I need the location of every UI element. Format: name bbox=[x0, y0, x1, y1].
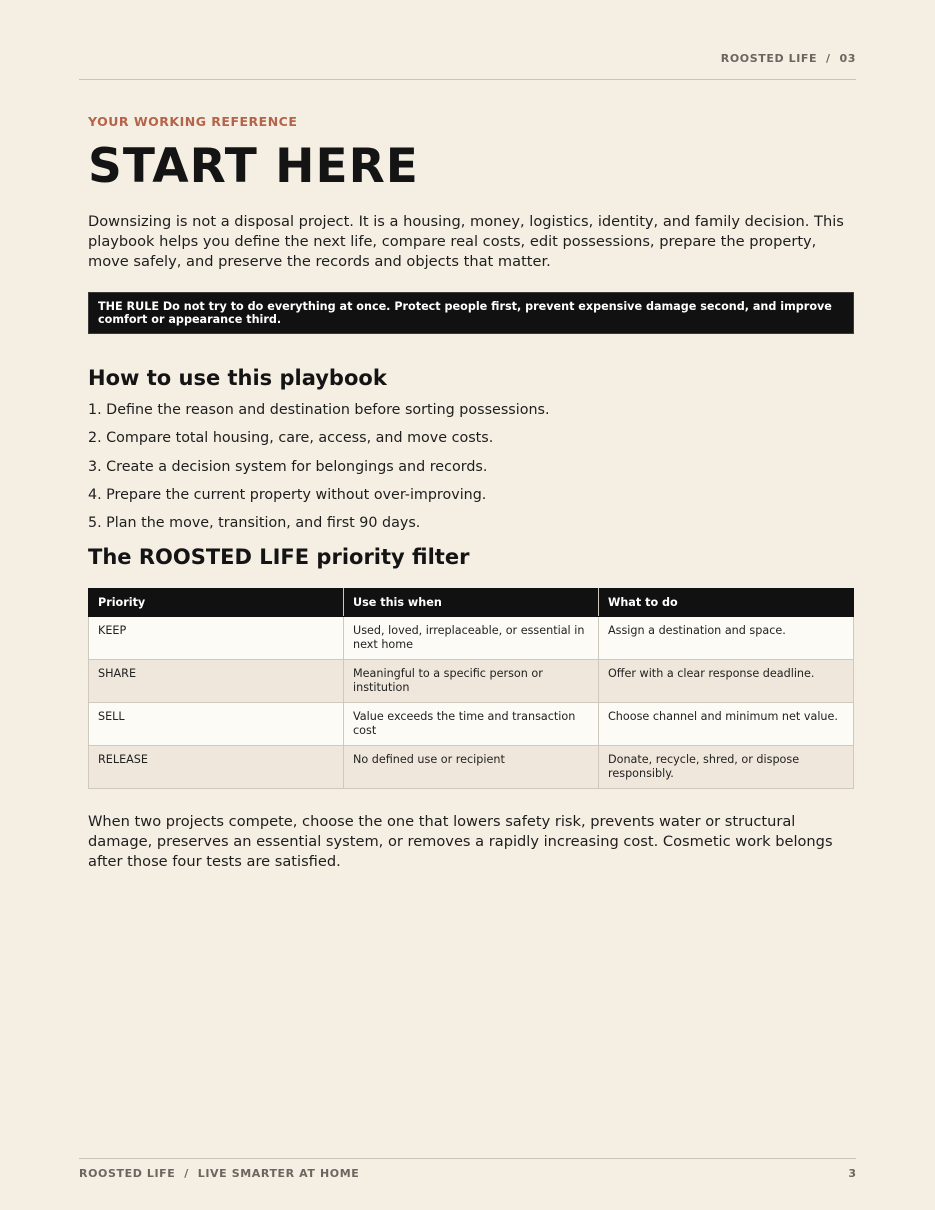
list-item: 1. Define the reason and destination before sorting possessions. bbox=[88, 402, 550, 418]
table-cell: Used, loved, irreplaceable, or essential in next home bbox=[344, 617, 599, 660]
page-title: START HERE bbox=[88, 139, 419, 194]
section-eyebrow: YOUR WORKING REFERENCE bbox=[88, 114, 298, 129]
table-cell: Offer with a clear response deadline. bbox=[599, 660, 854, 703]
page-number: 3 bbox=[848, 1167, 856, 1180]
table-cell: Value exceeds the time and transaction cost bbox=[344, 703, 599, 746]
list-item: 5. Plan the move, transition, and first 90 days. bbox=[88, 515, 421, 532]
header-divider bbox=[79, 79, 856, 80]
page-content bbox=[88, 114, 854, 872]
column-header-use-when: Use this when bbox=[344, 589, 599, 617]
priority-filter-table bbox=[88, 588, 854, 789]
closing-paragraph: When two projects compete, choose the one that lowers safety risk, prevents water or structural damage, preserves an essential system, or removes a rapidly increasing cost. Cosmetic work belongs after those four tests are satisfied. bbox=[88, 813, 833, 871]
rule-callout: THE RULE Do not try to do everything at once. Protect people first, prevent expensive damage second, and improve comfort or appearance third. bbox=[88, 292, 854, 334]
table-row bbox=[89, 703, 854, 746]
intro-paragraph: Downsizing is not a disposal project. It is a housing, money, logistics, identity, and family decision. This playbook helps you define the next life, compare real costs, edit possessions, prepare the property, move safely, and preserve the records and objects that matter. bbox=[88, 213, 844, 270]
table-header-row bbox=[89, 589, 854, 617]
running-header: ROOSTED LIFE / 03 bbox=[720, 52, 856, 65]
table-row bbox=[89, 617, 854, 660]
table-cell: Meaningful to a specific person or institution bbox=[344, 660, 599, 703]
steps-list bbox=[88, 400, 854, 533]
table-row bbox=[89, 746, 854, 789]
table-cell: SHARE bbox=[89, 660, 344, 703]
list-item: 3. Create a decision system for belongings and records. bbox=[88, 458, 488, 475]
list-item: 2. Compare total housing, care, access, and move costs. bbox=[88, 430, 494, 447]
footer-divider bbox=[79, 1158, 856, 1159]
table-cell: No defined use or recipient bbox=[344, 746, 599, 789]
table-cell: KEEP bbox=[89, 617, 344, 660]
footer-title: ROOSTED LIFE / LIVE SMARTER AT HOME bbox=[79, 1167, 360, 1180]
table-cell: RELEASE bbox=[89, 746, 344, 789]
table-cell: Choose channel and minimum net value. bbox=[599, 703, 854, 746]
column-header-what-to-do: What to do bbox=[599, 589, 854, 617]
table-cell: SELL bbox=[89, 703, 344, 746]
column-header-priority: Priority bbox=[89, 589, 344, 617]
how-to-heading: How to use this playbook bbox=[88, 366, 387, 390]
priority-filter-heading: The ROOSTED LIFE priority filter bbox=[88, 545, 470, 570]
table-row bbox=[89, 660, 854, 703]
table-cell: Assign a destination and space. bbox=[599, 617, 854, 660]
table-cell: Donate, recycle, shred, or dispose responsibly. bbox=[599, 746, 854, 789]
list-item: 4. Prepare the current property without over-improving. bbox=[88, 486, 487, 503]
